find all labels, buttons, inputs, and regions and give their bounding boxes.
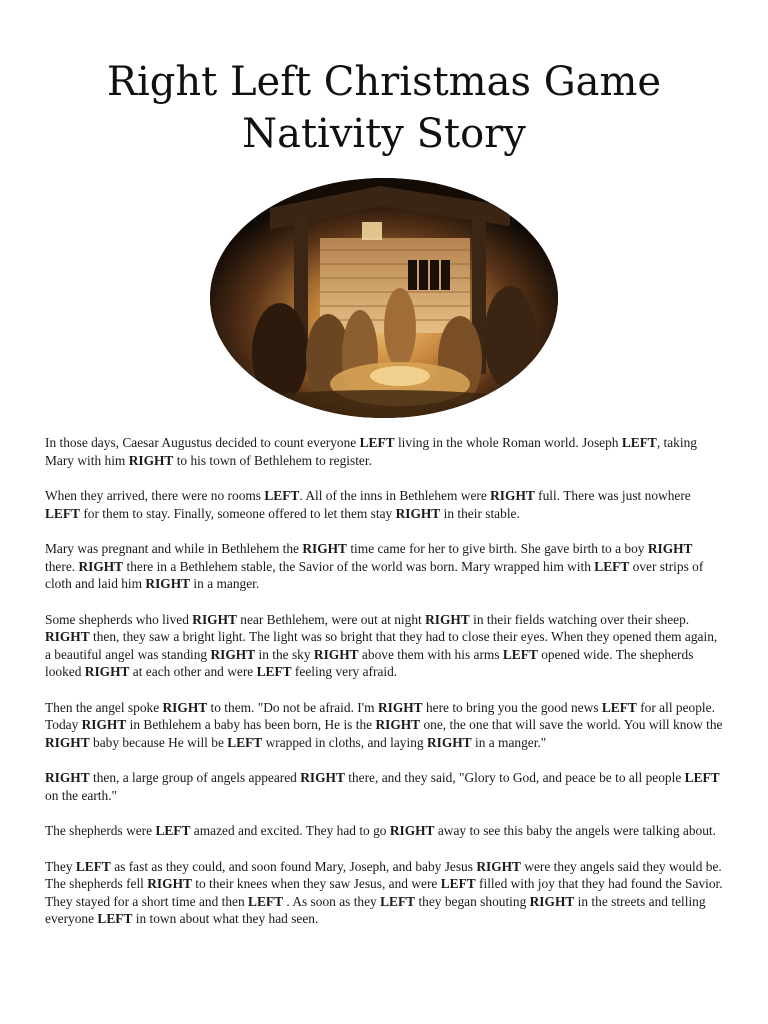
story-paragraph: Mary was pregnant and while in Bethlehem the RIGHT time came for her to give birth. She gave birth to a boy RIGHT there. RIGHT there in a Bethlehem stable, the Savior of the world was born. Mary wrapped him with LEFT over strips of cloth and laid him RIGHT in a manger. bbox=[45, 541, 704, 591]
direction-word: RIGHT bbox=[490, 488, 535, 503]
direction-word: LEFT bbox=[248, 893, 284, 909]
direction-word: RIGHT bbox=[81, 717, 127, 732]
story-paragraph: RIGHT then, a large group of angels appeared RIGHT there, and they said, "Glory to God, and peace be to all people LEFT on the earth." bbox=[45, 770, 720, 803]
direction-word: LEFT bbox=[45, 505, 80, 521]
direction-word: RIGHT bbox=[395, 505, 441, 521]
direction-word: RIGHT bbox=[128, 452, 174, 468]
direction-word: RIGHT bbox=[426, 734, 472, 750]
direction-word: LEFT bbox=[264, 488, 300, 503]
direction-word: RIGHT bbox=[529, 893, 575, 909]
direction-word: RIGHT bbox=[377, 699, 423, 715]
story-paragraph: The shepherds were LEFT amazed and excited. They had to go RIGHT away to see this baby the angels were talking about. bbox=[45, 823, 716, 838]
nativity-scene-photo bbox=[210, 178, 558, 418]
direction-word: RIGHT bbox=[389, 823, 435, 838]
direction-word: RIGHT bbox=[647, 541, 693, 556]
direction-word: LEFT bbox=[502, 646, 538, 662]
title-line-1: Right Left Christmas Game bbox=[106, 59, 662, 105]
page-title bbox=[0, 56, 768, 160]
direction-word: RIGHT bbox=[192, 611, 237, 627]
direction-word: LEFT bbox=[97, 911, 133, 926]
direction-word: RIGHT bbox=[313, 646, 359, 662]
direction-word: LEFT bbox=[256, 664, 292, 679]
direction-word: RIGHT bbox=[300, 770, 345, 785]
direction-word: LEFT bbox=[75, 858, 111, 874]
direction-word: RIGHT bbox=[84, 664, 130, 679]
title-line-2: Nativity Story bbox=[242, 111, 526, 157]
direction-word: RIGHT bbox=[45, 629, 90, 644]
story-paragraph: When they arrived, there were no rooms LEFT. All of the inns in Bethlehem were RIGHT full. There was just nowhere LEFT for them to stay. Finally, someone offered to let them stay RIGHT in their stable. bbox=[45, 488, 691, 521]
direction-word: RIGHT bbox=[302, 541, 347, 556]
story-text bbox=[45, 434, 725, 946]
direction-word: LEFT bbox=[684, 770, 720, 785]
direction-word: RIGHT bbox=[147, 876, 192, 891]
direction-word: RIGHT bbox=[375, 717, 421, 732]
story-paragraph: Then the angel spoke RIGHT to them. "Do not be afraid. I'm RIGHT here to bring you the good news LEFT for all people. Today RIGHT in Bethlehem a baby has been born, He is the RIGHT one, the one that will save the world. You will know the RIGHT baby because He will be LEFT wrapped in cloths, and laying RIGHT in a manger." bbox=[45, 699, 723, 750]
direction-word: RIGHT bbox=[162, 699, 208, 715]
direction-word: LEFT bbox=[601, 699, 637, 715]
story-paragraph: Some shepherds who lived RIGHT near Bethlehem, were out at night RIGHT in their fields watching over their sheep. RIGHT then, they saw a bright light. The light was so bright that they had to close their eyes. When they opened them again, a beautiful angel was standing RIGHT in the sky RIGHT above them with his arms LEFT opened wide. The shepherds looked RIGHT at each other and were LEFT feeling very afraid. bbox=[45, 611, 718, 679]
direction-word: LEFT bbox=[440, 876, 476, 891]
direction-word: RIGHT bbox=[78, 558, 124, 574]
direction-word: LEFT bbox=[380, 893, 416, 909]
direction-word: RIGHT bbox=[425, 611, 470, 627]
direction-word: RIGHT bbox=[45, 770, 90, 785]
story-paragraph: They LEFT as fast as they could, and soon found Mary, Joseph, and baby Jesus RIGHT were they angels said they would be. The shepherds fell RIGHT to their knees when they saw Jesus, and were LEFT filled with joy that they had found the Savior. They stayed for a short time and then LEFT . As soon as they LEFT they began shouting RIGHT in the streets and telling everyone LEFT in town about what they had seen. bbox=[45, 858, 723, 926]
direction-word: RIGHT bbox=[210, 646, 256, 662]
direction-word: LEFT bbox=[155, 823, 191, 838]
direction-word: LEFT bbox=[621, 435, 657, 450]
direction-word: LEFT bbox=[359, 435, 395, 450]
direction-word: RIGHT bbox=[476, 858, 521, 874]
direction-word: LEFT bbox=[594, 558, 630, 574]
direction-word: RIGHT bbox=[45, 734, 90, 750]
direction-word: RIGHT bbox=[145, 576, 191, 591]
direction-word: LEFT bbox=[227, 734, 263, 750]
story-paragraph: In those days, Caesar Augustus decided to count everyone LEFT living in the whole Roman world. Joseph LEFT, taking Mary with him RIGHT to his town of Bethlehem to register. bbox=[45, 435, 697, 468]
